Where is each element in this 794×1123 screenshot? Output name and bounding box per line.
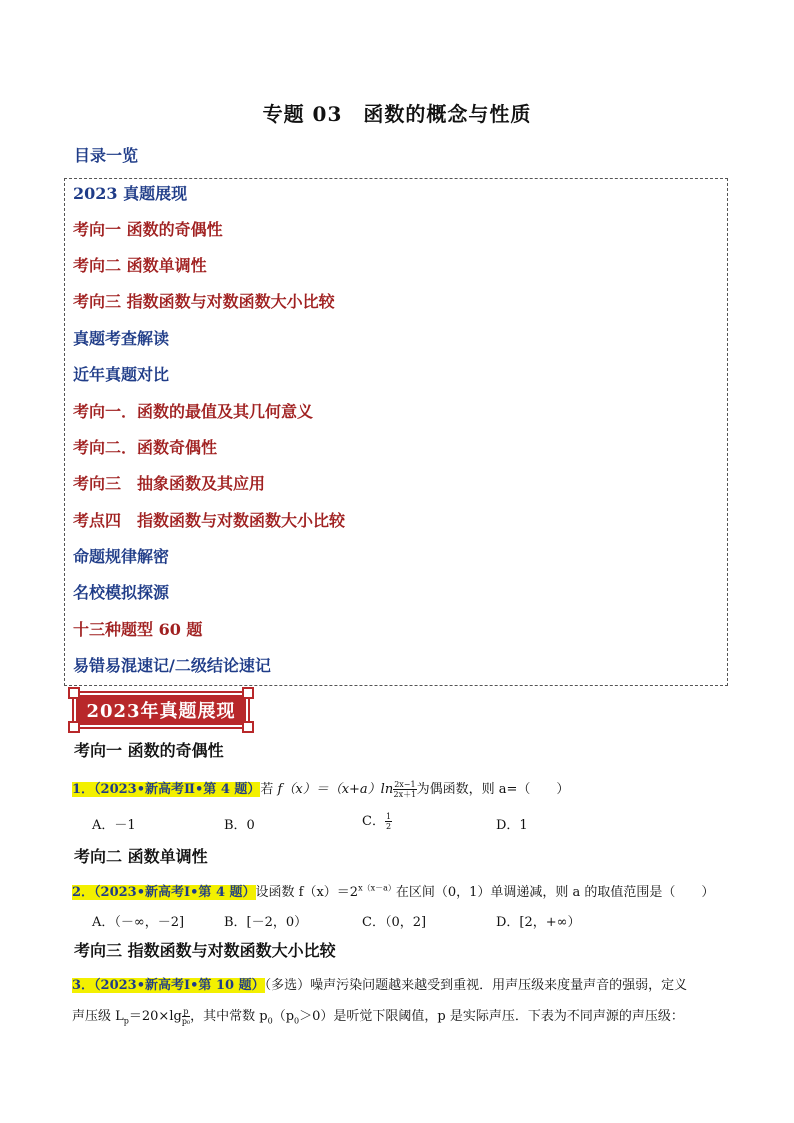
option-c[interactable]: C． $\frac{1}{2}$ xyxy=(362,812,392,831)
question-source[interactable]: 1．（2023•新高考Ⅱ•第 4 题） xyxy=(72,782,261,797)
toc-item[interactable]: 考向一 函数的奇偶性 xyxy=(73,220,223,239)
banner-label: 2023年真题展现 xyxy=(76,695,246,725)
option-b[interactable]: B．0 xyxy=(224,818,255,833)
toc-item[interactable]: 十三种题型 60 题 xyxy=(73,620,203,639)
section-heading: 考向三 指数函数与对数函数大小比较 xyxy=(74,941,336,960)
page-title: 专题 03 函数的概念与性质 xyxy=(262,102,532,126)
section-banner xyxy=(72,691,250,729)
option-a[interactable]: A．（－∞，－2] xyxy=(92,915,185,930)
toc-item[interactable]: 真题考查解读 xyxy=(73,329,170,348)
toc-item[interactable]: 考向一．函数的最值及其几何意义 xyxy=(73,402,314,421)
fraction: $\frac{p}{\text{p₀}}$ xyxy=(181,1007,191,1026)
question-2: 2．（2023•新高考Ⅰ•第 4 题）设函数 $f(x)=2^{x(x-a)}$在区间（0，1）单调递减，则 a 的取值范围是（ ） xyxy=(72,883,715,900)
banner-corner-ornament xyxy=(242,721,254,733)
toc-box xyxy=(64,178,728,686)
banner-corner-ornament xyxy=(68,687,80,699)
toc-heading: 目录一览 xyxy=(74,146,139,165)
toc-item[interactable]: 近年真题对比 xyxy=(73,365,170,384)
banner-corner-ornament xyxy=(242,687,254,699)
banner-corner-ornament xyxy=(68,721,80,733)
question-source[interactable]: 3．（2023•新高考Ⅰ•第 10 题） xyxy=(72,978,265,993)
option-c[interactable]: C．（0，2] xyxy=(362,915,427,930)
option-b[interactable]: B．[－2，0） xyxy=(224,915,308,930)
toc-item[interactable]: 命题规律解密 xyxy=(73,547,170,566)
toc-item[interactable]: 名校模拟探源 xyxy=(73,583,170,602)
question-1: 1．（2023•新高考Ⅱ•第 4 题）若 f（x）＝（x+a）ln $\frac{2x-1}{2x+1}$ 为偶函数，则 a=（ ） xyxy=(72,780,570,799)
option-d[interactable]: D．1 xyxy=(496,818,528,833)
toc-item[interactable]: 考向二 函数单调性 xyxy=(73,256,207,275)
question-3: 3．（2023•新高考Ⅰ•第 10 题）（多选）噪声污染问题越来越受到重视．用声压级来度量声音的强弱，定义 xyxy=(72,978,688,993)
option-a[interactable]: A．－1 xyxy=(92,818,136,833)
section-heading: 考向二 函数单调性 xyxy=(74,847,208,866)
toc-item[interactable]: 易错易混速记/二级结论速记 xyxy=(73,656,271,675)
toc-item[interactable]: 考向三 抽象函数及其应用 xyxy=(73,474,266,493)
section-heading: 考向一 函数的奇偶性 xyxy=(74,741,224,760)
question-source[interactable]: 2．（2023•新高考Ⅰ•第 4 题） xyxy=(72,885,256,900)
toc-item[interactable]: 2023 真题展现 xyxy=(73,184,188,203)
fraction: $\frac{2x-1}{2x+1}$ xyxy=(393,780,417,799)
toc-item[interactable]: 考点四 指数函数与对数函数大小比较 xyxy=(73,511,346,530)
toc-item[interactable]: 考向三 指数函数与对数函数大小比较 xyxy=(73,292,335,311)
question-3-line2: 声压级 $L_p=20\times\lg$ $\frac{p}{\text{p₀}}$ ，其中常数 $p_0(p_0>0)$是听觉下限阈值，p 是实际声压．下表为不同声源的声压级： xyxy=(72,1007,684,1026)
toc-item[interactable]: 考向二．函数奇偶性 xyxy=(73,438,218,457)
option-d[interactable]: D．[2，+∞） xyxy=(496,915,581,930)
